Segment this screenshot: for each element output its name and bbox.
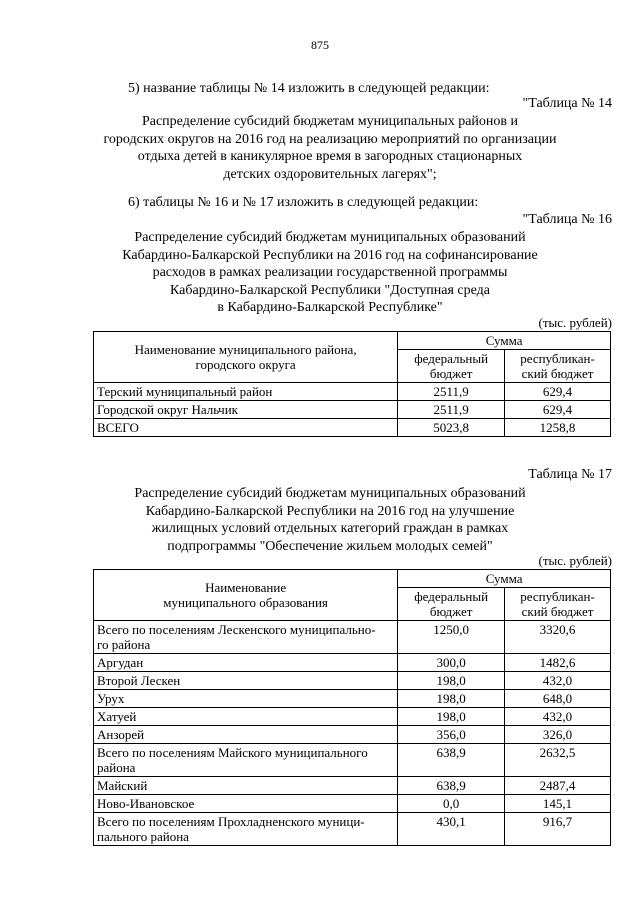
row-republic: 326,0 (505, 726, 611, 744)
header-republic-cell (505, 350, 611, 383)
header-text: федеральный (414, 589, 489, 604)
row-federal: 638,9 (398, 744, 505, 777)
row-name: ВСЕГО (94, 419, 398, 437)
row-name-line: Всего по поселениям Лескенского муниципально- (97, 622, 376, 637)
table-16-units: (тыс. рублей) (538, 315, 612, 330)
row-name-line: Всего по поселениям Майского муниципального (97, 745, 368, 760)
table-row (94, 621, 611, 654)
row-federal: 1250,0 (398, 621, 505, 654)
title-line: расходов в рамках реализации государственной программы (152, 265, 508, 280)
row-federal: 198,0 (398, 690, 505, 708)
header-republic-cell (505, 588, 611, 621)
header-text: городского округа (195, 357, 296, 372)
table-row (94, 726, 611, 744)
table-row (94, 383, 611, 401)
row-name: Майский (94, 777, 398, 795)
row-republic: 629,4 (505, 383, 611, 401)
header-text: бюджет (429, 604, 473, 619)
table-14-label: "Таблица № 14 (522, 96, 612, 111)
row-name: Урух (94, 690, 398, 708)
table-16-label: "Таблица № 16 (522, 212, 612, 227)
title-line: Кабардино-Балкарской Республики на 2016 год на софинансирование (122, 247, 538, 263)
header-federal-cell (398, 588, 505, 621)
row-federal: 5023,8 (398, 419, 505, 437)
row-federal: 198,0 (398, 708, 505, 726)
title-line: Распределение субсидий бюджетам муниципальных районов и (141, 114, 519, 129)
table-row (94, 795, 611, 813)
header-text: ский бюджет (521, 366, 594, 381)
header-text: республикан- (520, 589, 595, 604)
row-federal: 300,0 (398, 654, 505, 672)
row-name-line: района (97, 760, 136, 775)
title-line: жилищных условий отдельных категорий граждан в рамках (151, 521, 509, 536)
row-republic: 916,7 (505, 813, 611, 846)
row-republic: 2487,4 (505, 777, 611, 795)
page-number: 875 (311, 38, 329, 52)
title-line: Распределение субсидий бюджетам муниципальных образований (134, 230, 526, 245)
table-17-label: Таблица № 17 (528, 467, 612, 482)
row-name-line: Всего по поселениям Прохладненского муници- (97, 814, 365, 829)
row-republic: 432,0 (505, 708, 611, 726)
header-sum-cell: Сумма (398, 570, 611, 588)
row-name: Анзорей (94, 726, 398, 744)
row-name (94, 813, 398, 846)
row-name: Второй Лескен (94, 672, 398, 690)
row-republic: 648,0 (505, 690, 611, 708)
row-republic: 629,4 (505, 401, 611, 419)
row-name: Терский муниципальный район (94, 383, 398, 401)
row-republic: 3320,6 (505, 621, 611, 654)
header-federal-cell (398, 350, 505, 383)
row-federal: 2511,9 (398, 401, 505, 419)
row-republic: 145,1 (505, 795, 611, 813)
header-sum-cell: Сумма (398, 332, 611, 350)
row-name (94, 744, 398, 777)
title-line: Кабардино-Балкарской Республики "Доступная среда (170, 282, 490, 298)
row-name: Хатуей (94, 708, 398, 726)
title-line: детских оздоровительных лагерях"; (223, 166, 437, 182)
row-name-line: го района (97, 637, 151, 652)
header-text: Наименование муниципального района, (134, 342, 357, 357)
row-name: Ново-Ивановское (94, 795, 398, 813)
title-line: подпрограммы "Обеспечение жильем молодых семей" (167, 538, 493, 554)
table-row (94, 813, 611, 846)
row-republic: 1258,8 (505, 419, 611, 437)
table-17-title (60, 485, 600, 555)
title-line: Кабардино-Балкарской Республики на 2016 год на улучшение (145, 503, 515, 519)
row-name-line: пального района (97, 829, 189, 844)
row-republic: 2632,5 (505, 744, 611, 777)
header-text: федеральный (414, 351, 489, 366)
item-5-text: 5) название таблицы № 14 изложить в следующей редакции: (128, 81, 490, 96)
table-row (94, 708, 611, 726)
table-row (94, 672, 611, 690)
table-17-units: (тыс. рублей) (538, 553, 612, 568)
table-row (94, 419, 611, 437)
table-14-title (60, 113, 600, 183)
item-6-text: 6) таблицы № 16 и № 17 изложить в следующей редакции: (128, 195, 479, 210)
row-federal: 0,0 (398, 795, 505, 813)
table-16-title (60, 229, 600, 317)
table-row (94, 654, 611, 672)
row-federal: 198,0 (398, 672, 505, 690)
table-row (94, 690, 611, 708)
row-name: Городской округ Нальчик (94, 401, 398, 419)
table-row (94, 744, 611, 777)
title-line: отдыха детей в каникулярное время в загородных стационарных (137, 149, 523, 164)
header-text: республикан- (520, 351, 595, 366)
header-text: Наименование (205, 580, 287, 595)
title-line: в Кабардино-Балкарской Республике" (217, 300, 443, 315)
row-federal: 356,0 (398, 726, 505, 744)
title-line: Распределение субсидий бюджетам муниципальных образований (134, 486, 526, 501)
row-federal: 638,9 (398, 777, 505, 795)
table-header-row (94, 570, 611, 588)
row-republic: 1482,6 (505, 654, 611, 672)
table-row (94, 401, 611, 419)
header-text: бюджет (429, 366, 473, 381)
table-header-row (94, 332, 611, 350)
table-17 (93, 569, 611, 846)
table-row (94, 777, 611, 795)
title-line: городских округов на 2016 год на реализацию мероприятий по организации (103, 131, 557, 147)
header-name-cell (94, 570, 398, 621)
header-name-cell (94, 332, 398, 383)
table-16 (93, 331, 611, 437)
header-text: ский бюджет (521, 604, 594, 619)
header-text: муниципального образования (163, 595, 328, 610)
row-name: Аргудан (94, 654, 398, 672)
row-name (94, 621, 398, 654)
row-federal: 2511,9 (398, 383, 505, 401)
row-federal: 430,1 (398, 813, 505, 846)
row-republic: 432,0 (505, 672, 611, 690)
